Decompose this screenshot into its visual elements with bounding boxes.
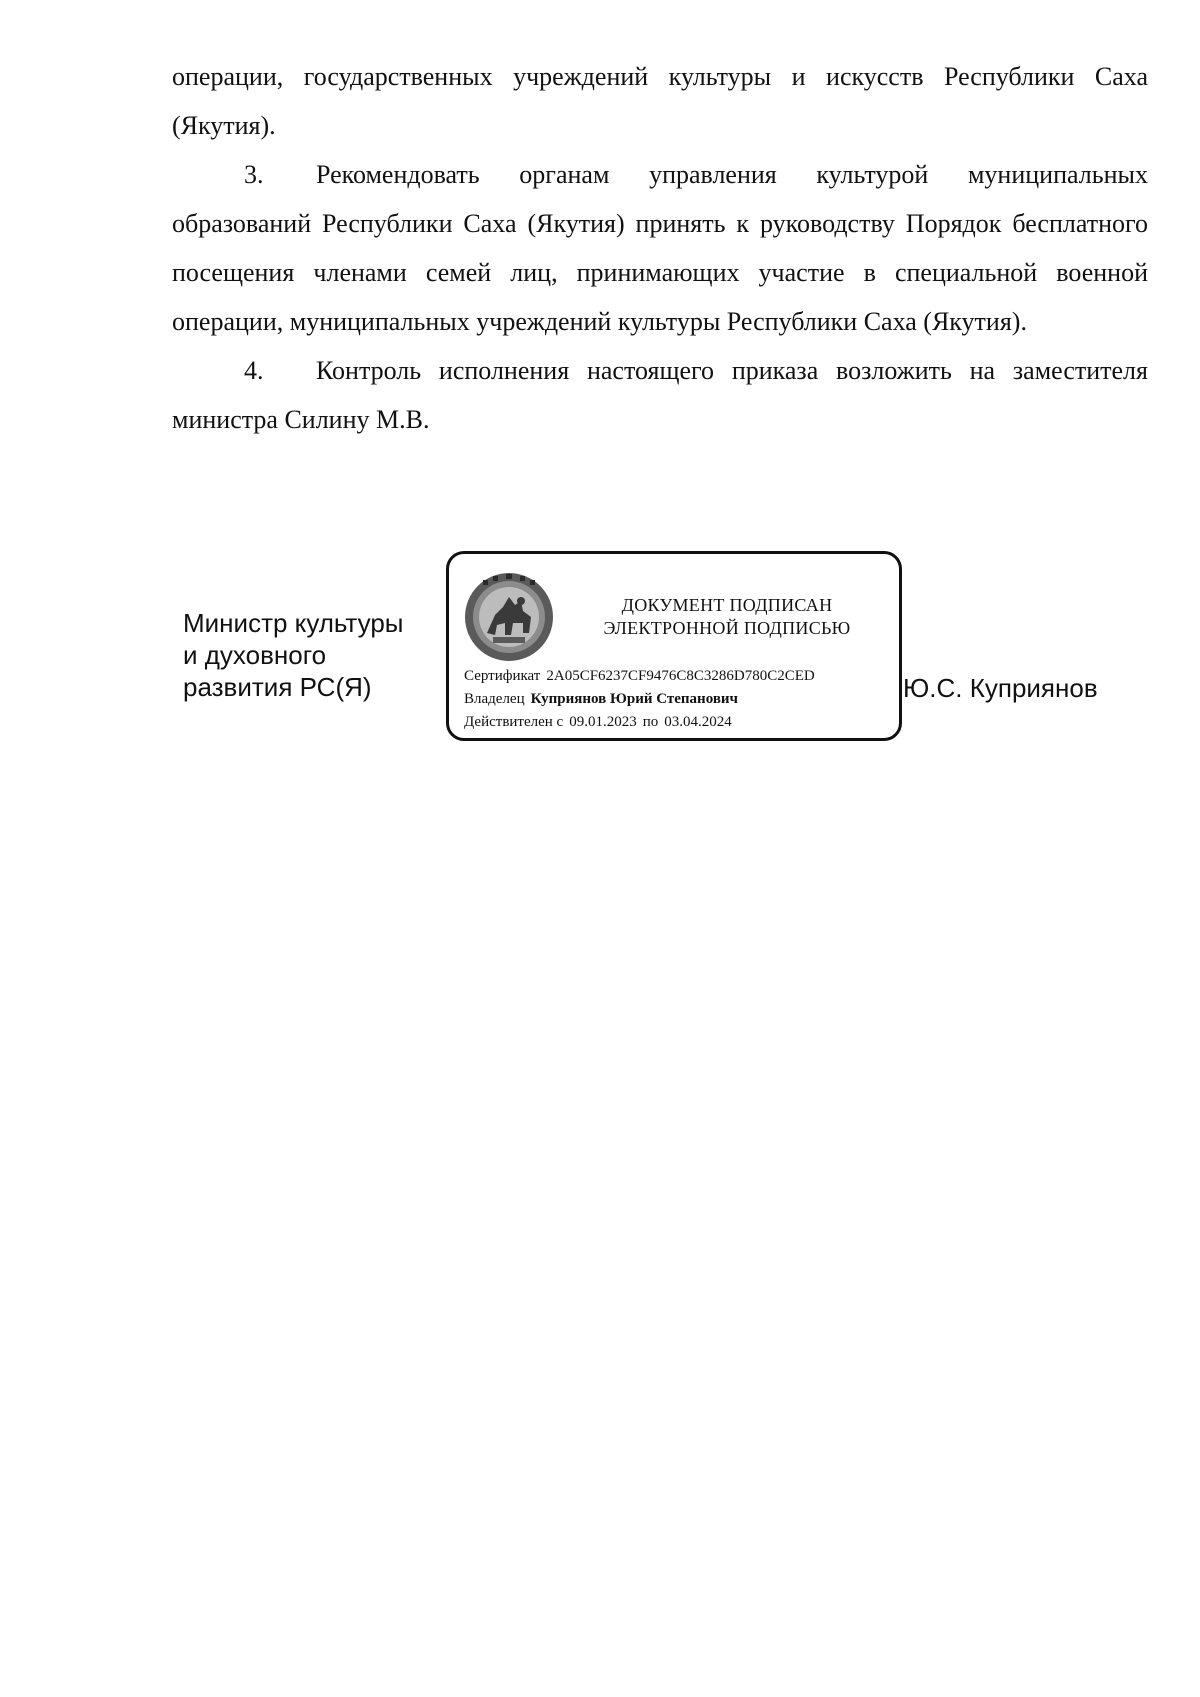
list-item-number: 3. xyxy=(244,160,264,189)
list-item-text: Рекомендовать органам управления культурой муниципальных образований Республики Саха (Якутия) принять к руководству Порядок бесплатного посещения членами семей лиц, принимающих участие в специальной военной операции, муниципальных учреждений культуры Республики Саха (Якутия). xyxy=(172,160,1148,336)
signer-name: Ю.С. Куприянов xyxy=(903,673,1098,703)
validity-row xyxy=(464,711,815,734)
valid-label: Действителен с xyxy=(464,714,564,730)
valid-to: 03.04.2024 xyxy=(664,714,732,730)
owner-label: Владелец xyxy=(464,691,525,707)
document-body xyxy=(172,52,1148,444)
signer-title-line: и духовного xyxy=(183,640,327,670)
valid-from: 09.01.2023 xyxy=(569,714,637,730)
coat-of-arms-icon xyxy=(463,571,555,663)
valid-to-label: по xyxy=(642,714,659,730)
certificate-label: Сертификат xyxy=(464,668,541,684)
signer-title xyxy=(183,607,404,703)
stamp-details xyxy=(464,665,815,734)
signer-title-line: развития РС(Я) xyxy=(183,672,372,702)
paragraph-continuation: операции, государственных учреждений культуры и искусств Республики Саха (Якутия). xyxy=(172,62,1148,140)
certificate-row xyxy=(464,665,815,688)
list-item-3 xyxy=(172,150,1148,346)
list-item-number: 4. xyxy=(244,356,264,385)
signer-title-line: Министр культуры xyxy=(183,608,404,638)
stamp-heading-line: ЭЛЕКТРОННОЙ ПОДПИСЬЮ xyxy=(603,618,851,638)
electronic-signature-stamp xyxy=(446,551,902,741)
certificate-value: 2A05CF6237CF9476C8C3286D780C2CED xyxy=(546,668,815,684)
stamp-heading-line: ДОКУМЕНТ ПОДПИСАН xyxy=(621,595,833,615)
stamp-heading xyxy=(559,594,895,640)
list-item-text: Контроль исполнения настоящего приказа возложить на заместителя министра Силину М.В. xyxy=(172,356,1148,434)
owner-row xyxy=(464,688,815,711)
list-item-4 xyxy=(172,346,1148,444)
owner-value: Куприянов Юрий Степанович xyxy=(530,691,739,707)
